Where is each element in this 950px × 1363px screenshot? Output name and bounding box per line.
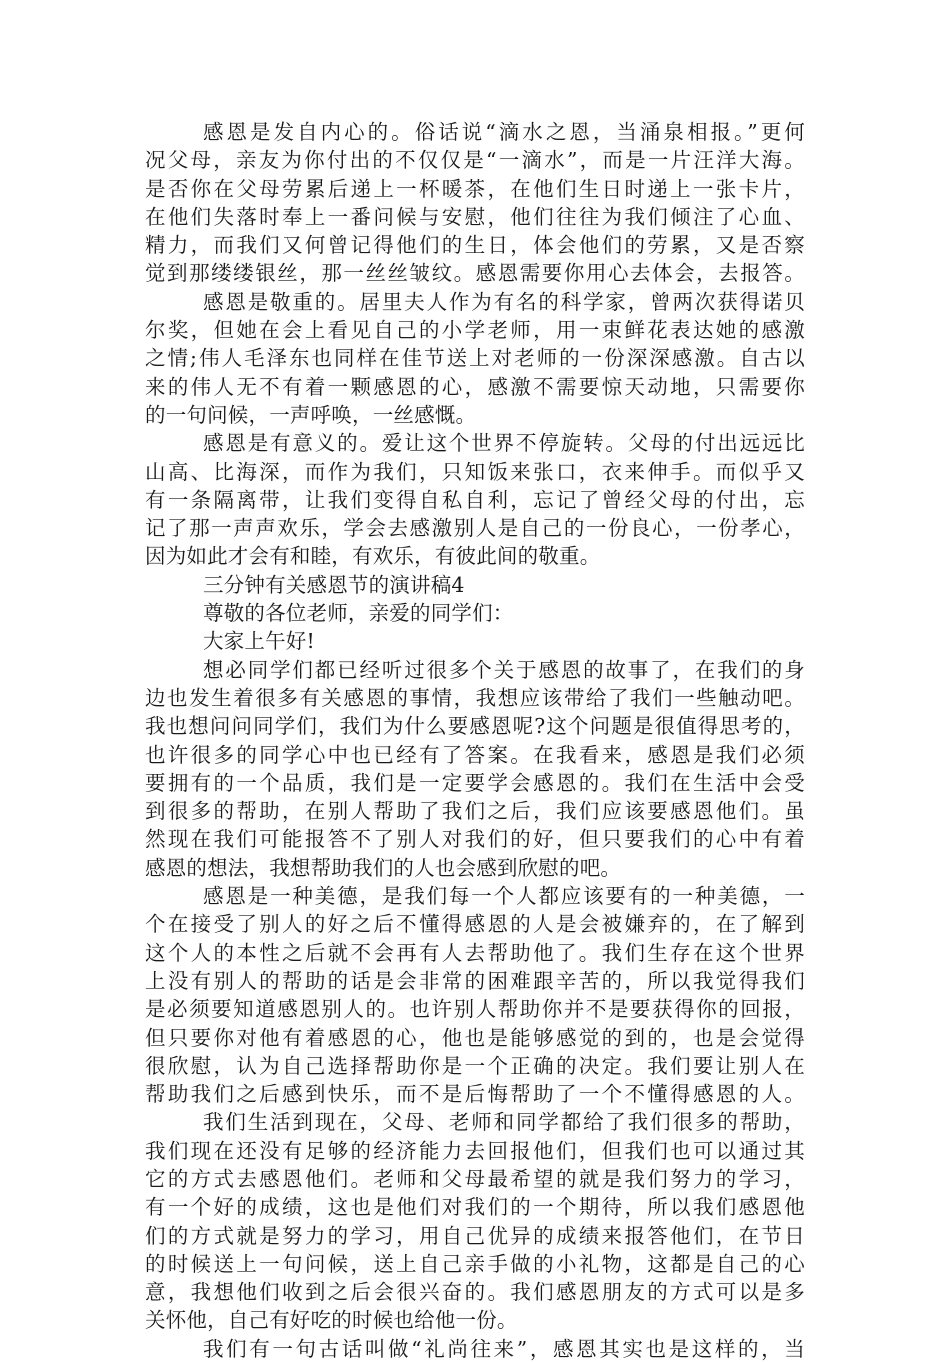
salutation-text: 尊敬的各位老师，亲爱的同学们： [203, 601, 514, 626]
text-line: 觉到那缕缕银丝，那一丝丝皱纹。感恩需要你用心去体会，去报答。 [145, 261, 805, 286]
text-line: 到很多的帮助，在别人帮助了我们之后，我们应该要感恩他们。虽 [145, 799, 805, 824]
text-line: 边也发生着很多有关感恩的事情，我想应该带给了我们一些触动吧。 [145, 685, 805, 710]
text-line: 感恩是有意义的。爱让这个世界不停旋转。父母的付出远远比 [203, 431, 805, 456]
text-line: 感恩是一种美德，是我们每一个人都应该要有的一种美德，一 [203, 884, 805, 909]
text-line: 它的方式去感恩他们。老师和父母最希望的就是我们努力的学习， [145, 1166, 805, 1191]
paragraph [145, 656, 805, 882]
paragraph [145, 882, 805, 1108]
text-line: 精力，而我们又何曾记得他们的生日，体会他们的劳累，又是否察 [145, 233, 805, 258]
text-line: 有一个好的成绩，这也是他们对我们的一个期待，所以我们感恩他 [145, 1195, 805, 1220]
text-line: 因为如此才会有和睦，有欢乐，有彼此间的敬重。 [145, 544, 601, 569]
paragraph [145, 429, 805, 570]
text-line: 然现在我们可能报答不了别人对我们的好，但只要我们的心中有着 [145, 827, 805, 852]
text-line: 但只要你对他有着感恩的心，他也是能够感觉的到的，也是会觉得 [145, 1025, 805, 1050]
paragraph [145, 1108, 805, 1334]
paragraph [145, 118, 805, 288]
text-line: 很欣慰，认为自己选择帮助你是一个正确的决定。我们要让别人在 [145, 1053, 805, 1078]
text-line: 们的方式就是努力的学习，用自己优异的成绩来报答他们，在节日 [145, 1223, 805, 1248]
text-line: 尔奖，但她在会上看见自己的小学老师，用一束鲜花表达她的感激 [145, 318, 805, 343]
text-line: 感恩是发自内心的。俗话说“滴水之恩，当涌泉相报。”更何 [203, 120, 805, 144]
heading-text: 三分钟有关感恩节的演讲稿4 [203, 572, 465, 597]
document-body [145, 118, 805, 1363]
text-line: 之情;伟人毛泽东也同样在佳节送上对老师的一份深深感激。自古以 [145, 346, 805, 371]
text-line: 我们现在还没有足够的经济能力去回报他们，但我们也可以通过其 [145, 1138, 805, 1163]
text-line: 况父母，亲友为你付出的不仅仅是“一滴水”，而是一片汪洋大海。 [145, 148, 805, 173]
text-line: 在他们失落时奉上一番问候与安慰，他们往往为我们倾注了心血、 [145, 204, 805, 229]
text-line: 来的伟人无不有着一颗感恩的心，感激不需要惊天动地，只需要你 [145, 374, 805, 399]
text-line: 上没有别人的帮助的话是会非常的困难跟辛苦的，所以我觉得我们 [145, 968, 805, 993]
text-line: 有一条隔离带，让我们变得自私自利，忘记了曾经父母的付出，忘 [145, 487, 805, 512]
text-line: 意，我想他们收到之后会很兴奋的。我们感恩朋友的方式可以是多 [145, 1280, 805, 1305]
text-line: 想必同学们都已经听过很多个关于感恩的故事了，在我们的身 [203, 657, 805, 682]
text-line: 个在接受了别人的好之后不懂得感恩的人是会被嫌弃的，在了解到 [145, 912, 805, 937]
text-line: 的一句问候，一声呼唤，一丝感慨。 [145, 402, 477, 427]
text-line: 是否你在父母劳累后递上一杯暖茶，在他们生日时递上一张卡片， [145, 176, 805, 201]
text-line: 感恩是敬重的。居里夫人作为有名的科学家，曾两次获得诺贝 [203, 289, 805, 314]
section-heading [145, 571, 805, 599]
text-line: 是必须要知道感恩别人的。也许别人帮助你并不是要获得你的回报， [145, 997, 805, 1022]
greeting-text: 大家上午好! [203, 629, 315, 654]
text-line: 感恩的想法，我想帮助我们的人也会感到欣慰的吧。 [145, 855, 622, 880]
text-line: 这个人的本性之后就不会再有人去帮助他了。我们生存在这个世界 [145, 940, 805, 965]
text-line: 要拥有的一个品质，我们是一定要学会感恩的。我们在生活中会受 [145, 770, 805, 795]
text-line: 也许很多的同学心中也已经有了答案。在我看来，感恩是我们必须 [145, 742, 805, 767]
greeting [145, 627, 805, 655]
text-line: 我们生活到现在，父母、老师和同学都给了我们很多的帮助， [203, 1110, 805, 1135]
text-line: 我们有一句古话叫做“礼尚往来”，感恩其实也是这样的，当 [203, 1336, 805, 1361]
text-line: 关怀他，自己有好吃的时候也给他一份。 [145, 1308, 518, 1333]
text-line: 帮助我们之后感到快乐，而不是后悔帮助了一个不懂得感恩的人。 [145, 1082, 805, 1107]
text-line: 我也想问问同学们，我们为什么要感恩呢?这个问题是很值得思考的， [145, 714, 805, 739]
text-line: 山高、比海深，而作为我们，只知饭来张口，衣来伸手。而似乎又 [145, 459, 805, 484]
text-line: 的时候送上一句问候，送上自己亲手做的小礼物，这都是自己的心 [145, 1251, 805, 1276]
paragraph [145, 1335, 805, 1363]
salutation [145, 599, 805, 627]
text-line: 记了那一声声欢乐，学会去感激别人是自己的一份良心，一份孝心， [145, 516, 805, 541]
paragraph [145, 288, 805, 429]
